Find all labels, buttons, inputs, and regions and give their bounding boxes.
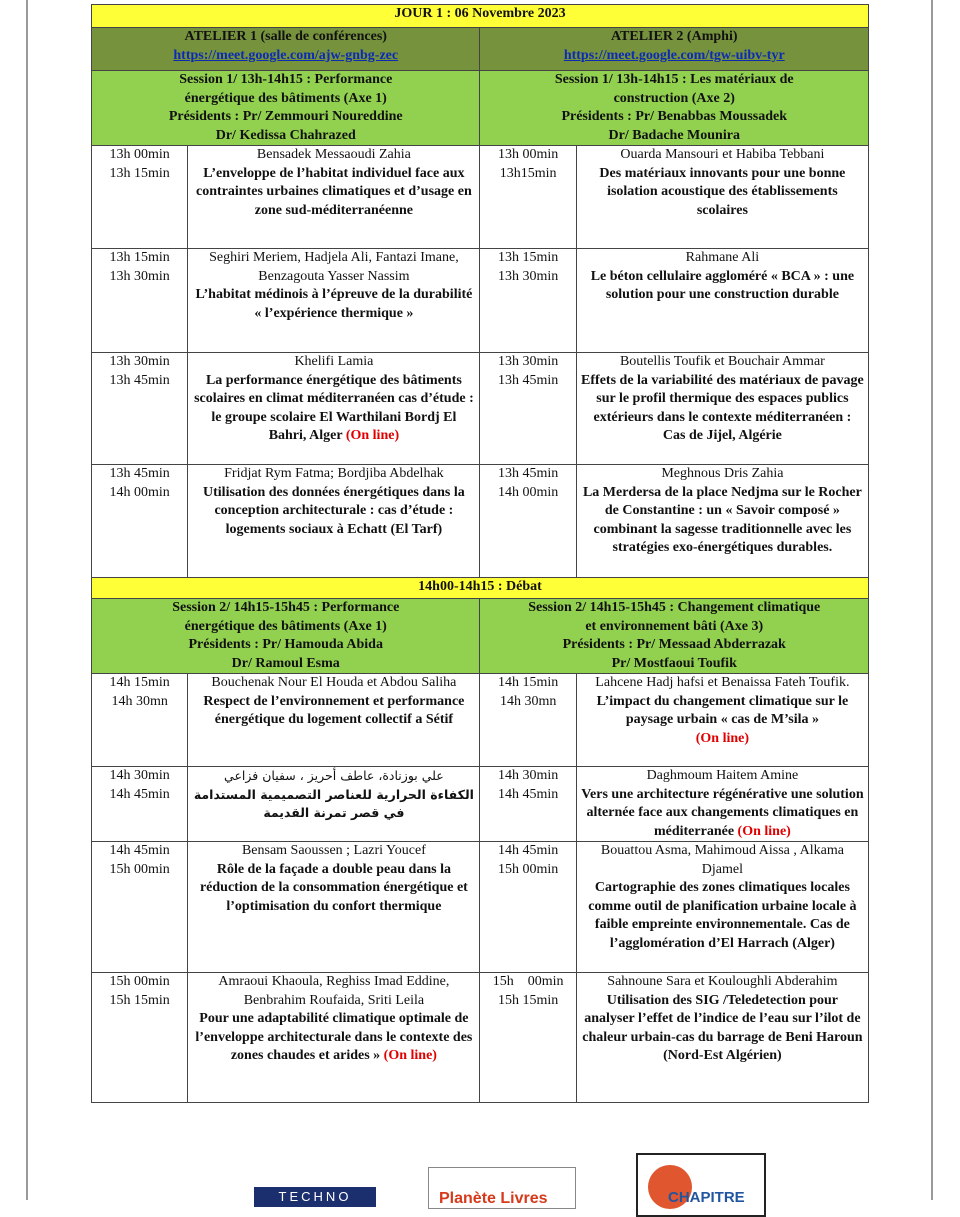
- online-badge: (On line): [695, 730, 750, 746]
- authors: Lahcene Hadj hafsi et Benaissa Fateh Toufik.: [595, 675, 850, 690]
- talk-title: La Merdersa de la place Nedjma sur le Rocher de Constantine : un « Savoir composé » combinant la sagesse traditionnelle avec les stratégies exo-énergétiques durables.: [582, 484, 862, 555]
- atelier-2-link[interactable]: https://meet.google.com/tgw-uibv-tyr: [563, 47, 785, 63]
- authors: Sahnoune Sara et Kouloughli Abderahim: [607, 974, 838, 989]
- talk-title: Vers une architecture régénérative une solution alternée face aux changements climatiques en méditerranée (On line): [581, 786, 864, 839]
- day-header-row: [92, 5, 869, 28]
- session-subtitle: énergétique des bâtiments (Axe 1): [184, 618, 387, 634]
- talk-title: الكفاءة الحرارية للعناصر التصميمية المستدامة في قصر تمرنة القديمة: [193, 786, 474, 820]
- session-1-left-header: [92, 71, 480, 146]
- techno-logo: TECHNO: [254, 1187, 376, 1207]
- presentation-cell: [576, 146, 868, 249]
- talk-title: L’impact du changement climatique sur le paysage urbain « cas de M’sila » (On line): [596, 693, 849, 746]
- presentation-cell: [188, 146, 480, 249]
- day-header: JOUR 1 : 06 Novembre 2023: [92, 5, 869, 28]
- presentation-cell: [576, 767, 868, 842]
- presentation-cell: [576, 465, 868, 578]
- talk-title: La performance énergétique des bâtiments scolaires en climat méditerranéen cas d’étude : le groupe scolaire El Warthilani Bordj El Bahri, Alger (On line): [194, 372, 474, 443]
- session-chair-2: Pr/ Mostfaoui Toufik: [611, 655, 737, 671]
- talk-row: [92, 973, 869, 1103]
- talk-title: L’habitat médinois à l’épreuve de la durabilité « l’expérience thermique »: [195, 287, 473, 321]
- atelier-1: [92, 28, 480, 71]
- atelier-row: [92, 28, 869, 71]
- authors: Khelifi Lamia: [294, 354, 374, 369]
- session-2-left-header: [92, 599, 480, 674]
- time-cell: 15h 00min 15h 15min: [92, 973, 188, 1103]
- talk-row: [92, 353, 869, 465]
- sponsor-logos: [0, 1145, 960, 1207]
- talk-title: Utilisation des SIG /Teledetection pour analyser l’effet de l’indice de l’eau sur l’ilot de chaleur urbain-cas du barrage de Beni Haroun (Nord-Est Algérien): [582, 992, 863, 1063]
- online-badge: (On line): [345, 428, 400, 443]
- talk-row: [92, 842, 869, 973]
- talk-title: Rôle de la façade a double peau dans la réduction de la consommation énergétique et l’optimisation du confort thermique: [199, 861, 468, 914]
- presentation-cell: [576, 842, 868, 973]
- authors: Seghiri Meriem, Hadjela Ali, Fantazi Imane, Benzagouta Yasser Nassim: [209, 250, 459, 284]
- session-chairs: Présidents : Pr/ Zemmouri Noureddine: [168, 109, 403, 124]
- talk-row: [92, 767, 869, 842]
- authors: علي بوزنادة، عاطف أحريز ، سفيان فزاعي: [224, 768, 444, 783]
- authors: Ouarda Mansouri et Habiba Tebbani: [620, 147, 825, 162]
- talk-row: [92, 146, 869, 249]
- session-chairs: Présidents : Pr/ Hamouda Abida: [188, 637, 383, 652]
- atelier-2: [480, 28, 869, 71]
- session-chairs: Présidents : Pr/ Benabbas Moussadek: [561, 109, 788, 124]
- talk-row: [92, 249, 869, 353]
- authors: Daghmoum Haitem Amine: [646, 768, 799, 783]
- online-badge: (On line): [383, 1048, 437, 1063]
- chapitre-logo: CHAPITRE: [636, 1153, 766, 1217]
- session-chair-2: Dr/ Kedissa Chahrazed: [215, 127, 356, 143]
- presentation-cell: [188, 249, 480, 353]
- planete-livres-logo: Planète Livres: [428, 1167, 576, 1209]
- time-cell: 14h 45min 15h 00min: [480, 842, 576, 973]
- talk-title: Utilisation des données énergétiques dans la conception architecturale : cas d’étude : logements sociaux à Echatt (El Tarf): [203, 484, 465, 537]
- talk-title: Respect de l’environnement et performance énergétique du logement collectif a Sétif: [203, 693, 465, 727]
- session-chair-2: Dr/ Badache Mounira: [608, 127, 740, 143]
- time-cell: 13h 00min 13h 15min: [92, 146, 188, 249]
- debate-label: 14h00-14h15 : Débat: [92, 578, 869, 599]
- atelier-1-name: ATELIER 1 (salle de conférences): [184, 29, 387, 44]
- authors: Amraoui Khaoula, Reghiss Imad Eddine, Benbrahim Roufaida, Sriti Leila: [218, 974, 450, 1008]
- authors: Bensadek Messaoudi Zahia: [256, 147, 411, 162]
- presentation-cell: [576, 353, 868, 465]
- time-cell: 13h 15min 13h 30min: [92, 249, 188, 353]
- time-cell: 13h 30min 13h 45min: [480, 353, 576, 465]
- session-chair-2: Dr/ Ramoul Esma: [231, 655, 340, 671]
- session-1-header-row: [92, 71, 869, 146]
- authors: Bouattou Asma, Mahimoud Aissa , Alkama Djamel: [600, 843, 844, 877]
- authors: Bensam Saoussen ; Lazri Youcef: [241, 843, 426, 858]
- presentation-cell: [576, 973, 868, 1103]
- presentation-cell: [188, 767, 480, 842]
- session-subtitle: et environnement bâti (Axe 3): [585, 618, 764, 634]
- presentation-cell: [188, 674, 480, 767]
- time-cell: 14h 30min 14h 45min: [92, 767, 188, 842]
- session-1-right-header: [480, 71, 869, 146]
- online-badge: (On line): [737, 823, 791, 839]
- authors: Bouchenak Nour El Houda et Abdou Saliha: [211, 675, 457, 690]
- authors: Fridjat Rym Fatma; Bordjiba Abdelhak: [224, 466, 444, 481]
- session-2-header-row: [92, 599, 869, 674]
- time-cell: 13h 45min 14h 00min: [92, 465, 188, 578]
- presentation-cell: [188, 353, 480, 465]
- talk-title: Effets de la variabilité des matériaux de pavage sur le profil thermique des espaces publics extérieurs dans le contexte méditerranéen : Cas de Jijel, Algérie: [581, 372, 864, 443]
- authors: Boutellis Toufik et Bouchair Ammar: [619, 354, 825, 369]
- time-cell: 14h 45min 15h 00min: [92, 842, 188, 973]
- time-cell: 13h 30min 13h 45min: [92, 353, 188, 465]
- time-cell: 14h 30min 14h 45min: [480, 767, 576, 842]
- session-2-right-header: [480, 599, 869, 674]
- atelier-2-name: ATELIER 2 (Amphi): [610, 29, 738, 44]
- presentation-cell: [188, 842, 480, 973]
- session-chairs: Présidents : Pr/ Messaad Abderrazak: [562, 637, 786, 652]
- presentation-cell: [576, 249, 868, 353]
- talk-row: [92, 465, 869, 578]
- talk-title: Le béton cellulaire aggloméré « BCA » : une solution pour une construction durable: [590, 268, 855, 302]
- presentation-cell: [188, 465, 480, 578]
- session-subtitle: construction (Axe 2): [613, 90, 735, 106]
- time-cell: 14h 15min 14h 30mn: [480, 674, 576, 767]
- time-cell: 13h 15min 13h 30min: [480, 249, 576, 353]
- authors: Rahmane Ali: [685, 250, 760, 265]
- page-frame-left: [26, 0, 28, 1200]
- presentation-cell: [188, 973, 480, 1103]
- session-subtitle: énergétique des bâtiments (Axe 1): [184, 90, 387, 106]
- talk-title: Cartographie des zones climatiques locales comme outil de planification urbaine locale à faible empreinte environnementale. Cas de l’agglomération d’El Harrach (Alger): [588, 880, 857, 951]
- session-title: Session 1/ 13h-14h15 : Performance: [179, 72, 393, 87]
- atelier-1-link[interactable]: https://meet.google.com/ajw-gnbg-zec: [173, 47, 399, 63]
- time-cell: 13h 45min 14h 00min: [480, 465, 576, 578]
- session-title: Session 2/ 14h15-15h45 : Performance: [172, 600, 400, 615]
- authors: Meghnous Dris Zahia: [661, 466, 784, 481]
- talk-title: Pour une adaptabilité climatique optimale de l’enveloppe architecturale dans le contexte des zones chaudes et arides » (On line): [195, 1011, 473, 1063]
- time-cell: 14h 15min 14h 30mn: [92, 674, 188, 767]
- talk-row: [92, 674, 869, 767]
- talk-title: L’enveloppe de l’habitat individuel face aux contraintes urbaines climatiques et d’usage en zone sud-méditerranéenne: [196, 165, 472, 218]
- time-cell: 13h 00min 13h15min: [480, 146, 576, 249]
- time-cell: 15h 00min 15h 15min: [480, 973, 576, 1103]
- debate-row: [92, 578, 869, 599]
- presentation-cell: [576, 674, 868, 767]
- session-title: Session 1/ 13h-14h15 : Les matériaux de: [554, 72, 794, 87]
- program-table: [91, 4, 869, 1103]
- talk-title: Des matériaux innovants pour une bonne isolation acoustique des établissements scolaires: [599, 165, 846, 218]
- page-frame-right: [931, 0, 933, 1200]
- session-title: Session 2/ 14h15-15h45 : Changement climatique: [528, 600, 821, 615]
